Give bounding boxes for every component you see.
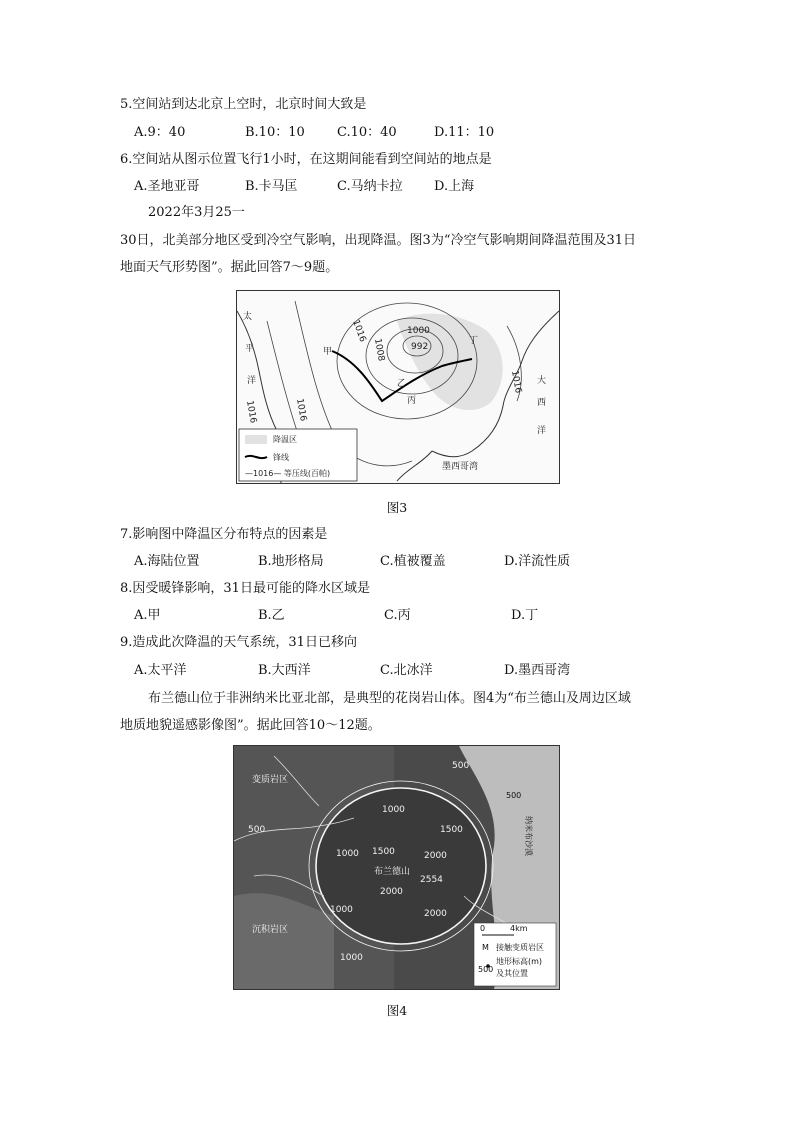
question-5-option-a: A.9：40: [134, 125, 186, 140]
label-bing: 丙: [407, 396, 417, 406]
figure-4-caption: 图4: [386, 1003, 408, 1018]
figure-3-weather-map: [236, 290, 560, 484]
elevation-2000-southeast: 2000: [424, 909, 447, 919]
intro-7-9-line1: 2022年3月25一: [148, 205, 245, 220]
question-8-stem: 8.因受暖锋影响，31日最可能的降水区域是: [120, 581, 370, 596]
elevation-500-east: 500: [506, 791, 522, 800]
question-6-stem: 6.空间站从图示位置飞行1小时，在这期间能看到空间站的地点是: [120, 152, 492, 167]
figure-3-caption: 图3: [386, 500, 408, 515]
label-namib-desert: 纳米布沙漠: [524, 816, 533, 856]
elevation-1000-west: 1000: [336, 849, 359, 859]
intro-7-9-line2: 30日，北美部分地区受到冷空气影响，出现降温。图3为“冷空气影响期间降温范围及31日: [120, 233, 637, 248]
question-8-option-c: C.丙: [384, 608, 411, 623]
label-pacific-1: 太: [243, 312, 253, 322]
intro-7-9-line3: 地面天气形势图”。据此回答7～9题。: [120, 260, 339, 275]
elevation-1000-southwest: 1000: [330, 905, 353, 915]
isobar-label-1000: 1000: [407, 326, 430, 336]
legend-contact-symbol: M: [482, 943, 489, 952]
elevation-1500-center: 1500: [372, 847, 395, 857]
label-atlantic-2: 西: [537, 398, 547, 408]
label-metamorphic-zone: 变质岩区: [252, 775, 289, 785]
elevation-500-north: 500: [452, 761, 470, 771]
label-yi: 乙: [397, 379, 407, 389]
question-5-option-d: D.11：10: [434, 125, 495, 140]
legend-elev-symbol: 500: [478, 965, 494, 974]
question-7-option-d: D.洋流性质: [504, 554, 571, 569]
question-7-option-c: C.植被覆盖: [380, 554, 446, 569]
question-9-option-d: D.墨西哥湾: [504, 663, 571, 678]
question-5-option-b: B.10：10: [245, 125, 305, 140]
question-9-option-c: C.北冰洋: [380, 663, 433, 678]
question-9-option-b: B.大西洋: [258, 663, 311, 678]
elevation-500-west: 500: [248, 825, 266, 835]
legend-cooling-label: 降温区: [273, 435, 297, 444]
question-5-stem: 5.空间站到达北京上空时，北京时间大致是: [120, 97, 367, 112]
question-7-stem: 7.影响图中降温区分布特点的因素是: [120, 527, 328, 542]
elevation-1000-south: 1000: [340, 953, 363, 963]
isobar-label-1016-west: 1016: [294, 397, 308, 423]
legend-contact-label: 接触变质岩区: [496, 943, 544, 952]
legend-front-label: 锋线: [273, 453, 289, 462]
isobar-label-1016-coast: 1016: [244, 399, 258, 425]
isobar-label-992: 992: [411, 342, 429, 352]
question-5-option-c: C.10：40: [337, 125, 397, 140]
label-brandberg: 布兰德山: [374, 867, 411, 877]
label-atlantic-3: 洋: [537, 426, 547, 436]
label-atlantic-1: 大: [537, 376, 547, 386]
isobar-label-1008: 1008: [372, 337, 386, 363]
question-6-option-a: A.圣地亚哥: [134, 179, 200, 194]
scale-end: 4km: [510, 924, 528, 933]
question-8-option-d: D.丁: [511, 608, 539, 623]
label-pacific-3: 洋: [247, 376, 257, 386]
intro-10-12-line1: 布兰德山位于非洲纳米比亚北部，是典型的花岗岩山体。图4为“布兰德山及周边区域: [148, 691, 631, 706]
question-8-option-a: A.甲: [134, 608, 161, 623]
legend-elev-label: 地形标高(m): [496, 957, 543, 966]
elevation-2554-peak: 2554: [420, 875, 443, 885]
question-6-option-b: B.卡马匡: [245, 179, 298, 194]
elevation-1500-east: 1500: [440, 825, 463, 835]
question-9-option-a: A.太平洋: [134, 663, 187, 678]
scale-start: 0: [480, 924, 486, 933]
label-pacific-2: 平: [245, 344, 255, 354]
question-9-stem: 9.造成此次降温的天气系统，31日已移向: [120, 635, 357, 650]
intro-10-12-line2: 地质地貌遥感影像图”。据此回答10～12题。: [120, 718, 381, 733]
isobar-label-1016: 1016: [350, 318, 368, 344]
elevation-1000-north: 1000: [382, 805, 405, 815]
question-6-option-c: C.马纳卡拉: [337, 179, 403, 194]
label-gulf-of-mexico: 墨西哥湾: [442, 462, 479, 472]
legend-isobar-label: —1016— 等压线(百帕): [245, 469, 331, 478]
question-7-option-a: A.海陆位置: [134, 554, 200, 569]
label-sedimentary-zone: 沉积岩区: [252, 925, 289, 935]
elevation-2000-center: 2000: [424, 851, 447, 861]
elevation-2000-south: 2000: [380, 887, 403, 897]
question-8-option-b: B.乙: [258, 608, 285, 623]
question-6-option-d: D.上海: [434, 179, 475, 194]
isobar-label-1016-east: 1016: [509, 369, 523, 395]
legend-elev-label-2: 及其位置: [496, 969, 528, 978]
figure-4-remote-sensing-image: [233, 745, 560, 990]
label-ding: 丁: [469, 336, 479, 346]
question-7-option-b: B.地形格局: [258, 554, 324, 569]
label-jia: 甲: [323, 347, 333, 357]
